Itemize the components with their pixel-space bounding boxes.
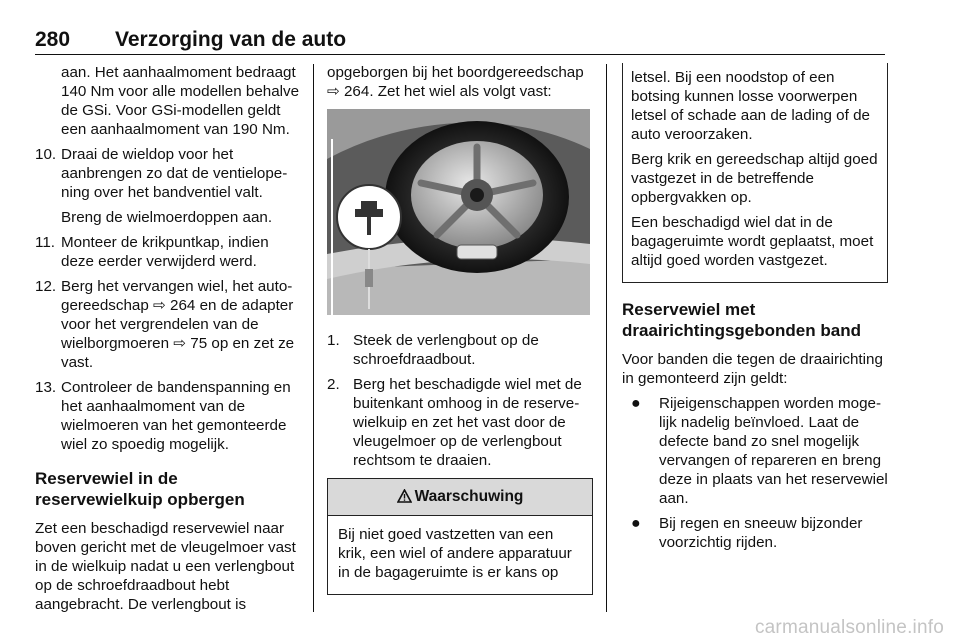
body-paragraph: Voor banden die tegen de draairichting in gemonteerd zijn geldt:: [622, 351, 883, 387]
step-text: Berg het beschadigde wiel met de buitenkant omhoog in de reservewielkuip en zet het vast door de vleugelmoer op de verlengbout rechtsom te draaien.: [353, 376, 582, 469]
step-number: 13.: [35, 379, 57, 396]
step-continuation: aan. Het aanhaalmoment bedraagt 140 Nm voor alle modellen behalve de GSi. Voor GSi-modellen geldt een aanhaalmoment van 190 Nm.: [61, 64, 300, 138]
list-item: [622, 394, 888, 508]
spare-wheel-well-photo: [327, 109, 590, 315]
warning-body: [328, 516, 592, 594]
column-3: [622, 63, 888, 558]
column-1: [35, 63, 301, 620]
page-reference[interactable]: 75: [190, 335, 208, 352]
page-reference-arrow-icon: ⇨: [153, 297, 166, 314]
column-divider-2: [606, 64, 607, 612]
warning-title: Waarschuwing: [414, 488, 524, 505]
warning-text: Bij niet goed vastzetten van een krik, een wiel of andere apparatuur in de bagageruimte is er kans op: [338, 526, 572, 581]
warning-text: Berg krik en gereedschap altijd goed vastgezet in de betreffende opbergvakken op.: [631, 151, 878, 206]
step-text: Controleer de bandenspanning en het aanhaalmoment van de wielmoeren van het gemonteerde wiel zo spoedig mogelijk.: [61, 379, 291, 453]
step-13: [35, 378, 301, 454]
step-number: 2.: [327, 376, 340, 393]
section-heading: Reservewiel in de reservewielkuip opbergen: [35, 469, 245, 509]
section-heading: Reservewiel met draairichtingsgebonden band: [622, 300, 861, 340]
column-divider-1: [313, 64, 314, 612]
page-reference-arrow-icon: ⇨: [327, 83, 340, 100]
watermark: carmanualsonline.info: [754, 617, 944, 638]
step-1: [327, 331, 593, 369]
page-reference-arrow-icon: ⇨: [173, 335, 187, 352]
list-item-text: Bij regen en sneeuw bijzonder voorzichtig rijden.: [659, 515, 863, 551]
bullet-icon: ●: [631, 515, 641, 532]
step-number: 12.: [35, 278, 57, 295]
step-text: Berg het vervangen wiel, het autogereedschap ⇨ 264 en de adapter voor het vergrendelen van de wielborgmoeren ⇨ 75 op en zet ze vast.: [61, 278, 295, 371]
warning-triangle-icon: [397, 489, 412, 503]
step-text: Draai de wieldop voor het aanbrengen zo dat de ventielopening over het bandventiel valt.: [61, 146, 288, 201]
warning-box: [327, 478, 593, 595]
list-item: [622, 514, 888, 552]
step-text: Monteer de krikpuntkap, indien deze eerder verwijderd werd.: [61, 234, 269, 270]
spare-wheel-illustration: [327, 109, 590, 315]
warning-text: Een beschadigd wiel dat in de bagageruimte wordt geplaatst, moet altijd goed worden vastgezet.: [631, 214, 874, 269]
warning-header: [328, 479, 592, 516]
warning-box-continued: [622, 63, 888, 283]
page-reference[interactable]: 264: [343, 83, 370, 100]
step-10: [35, 145, 301, 227]
step-2: [327, 375, 593, 470]
list-item-text: Rijeigenschappen worden mogelijk nadelig beïnvloed. Laat de defecte band zo snel mogelijk vervangen of repareren en breng deze in plaats van het reservewiel aan.: [659, 395, 888, 507]
bullet-icon: ●: [631, 395, 641, 412]
chapter-title: Verzorging van de auto: [115, 28, 347, 51]
body-paragraph: Zet een beschadigd reservewiel naar boven gericht met de vleugelmoer vast in de wielkuip nadat u een verlengbout op de schroefdraadbout hebt aangebracht. De verlengbout is: [35, 520, 296, 613]
step-number: 11.: [35, 234, 55, 251]
body-paragraph: opgeborgen bij het boordgereedschap ⇨ 264. Zet het wiel als volgt vast:: [327, 64, 584, 100]
column-2: [327, 63, 593, 595]
step-number: 10.: [35, 146, 57, 163]
step-12: [35, 277, 301, 372]
warning-text: letsel. Bij een noodstop of een botsing kunnen losse voorwerpen letsel of schade aan de lading of de auto veroorzaken.: [631, 69, 870, 143]
page-reference[interactable]: 264: [170, 297, 196, 314]
step-subtext: Breng de wielmoerdoppen aan.: [61, 209, 273, 226]
step-11: [35, 233, 301, 271]
page-number: 280: [35, 28, 71, 51]
step-number: 1.: [327, 332, 340, 349]
page-header: [35, 28, 885, 55]
step-text: Steek de verlengbout op de schroefdraadbout.: [353, 332, 539, 368]
